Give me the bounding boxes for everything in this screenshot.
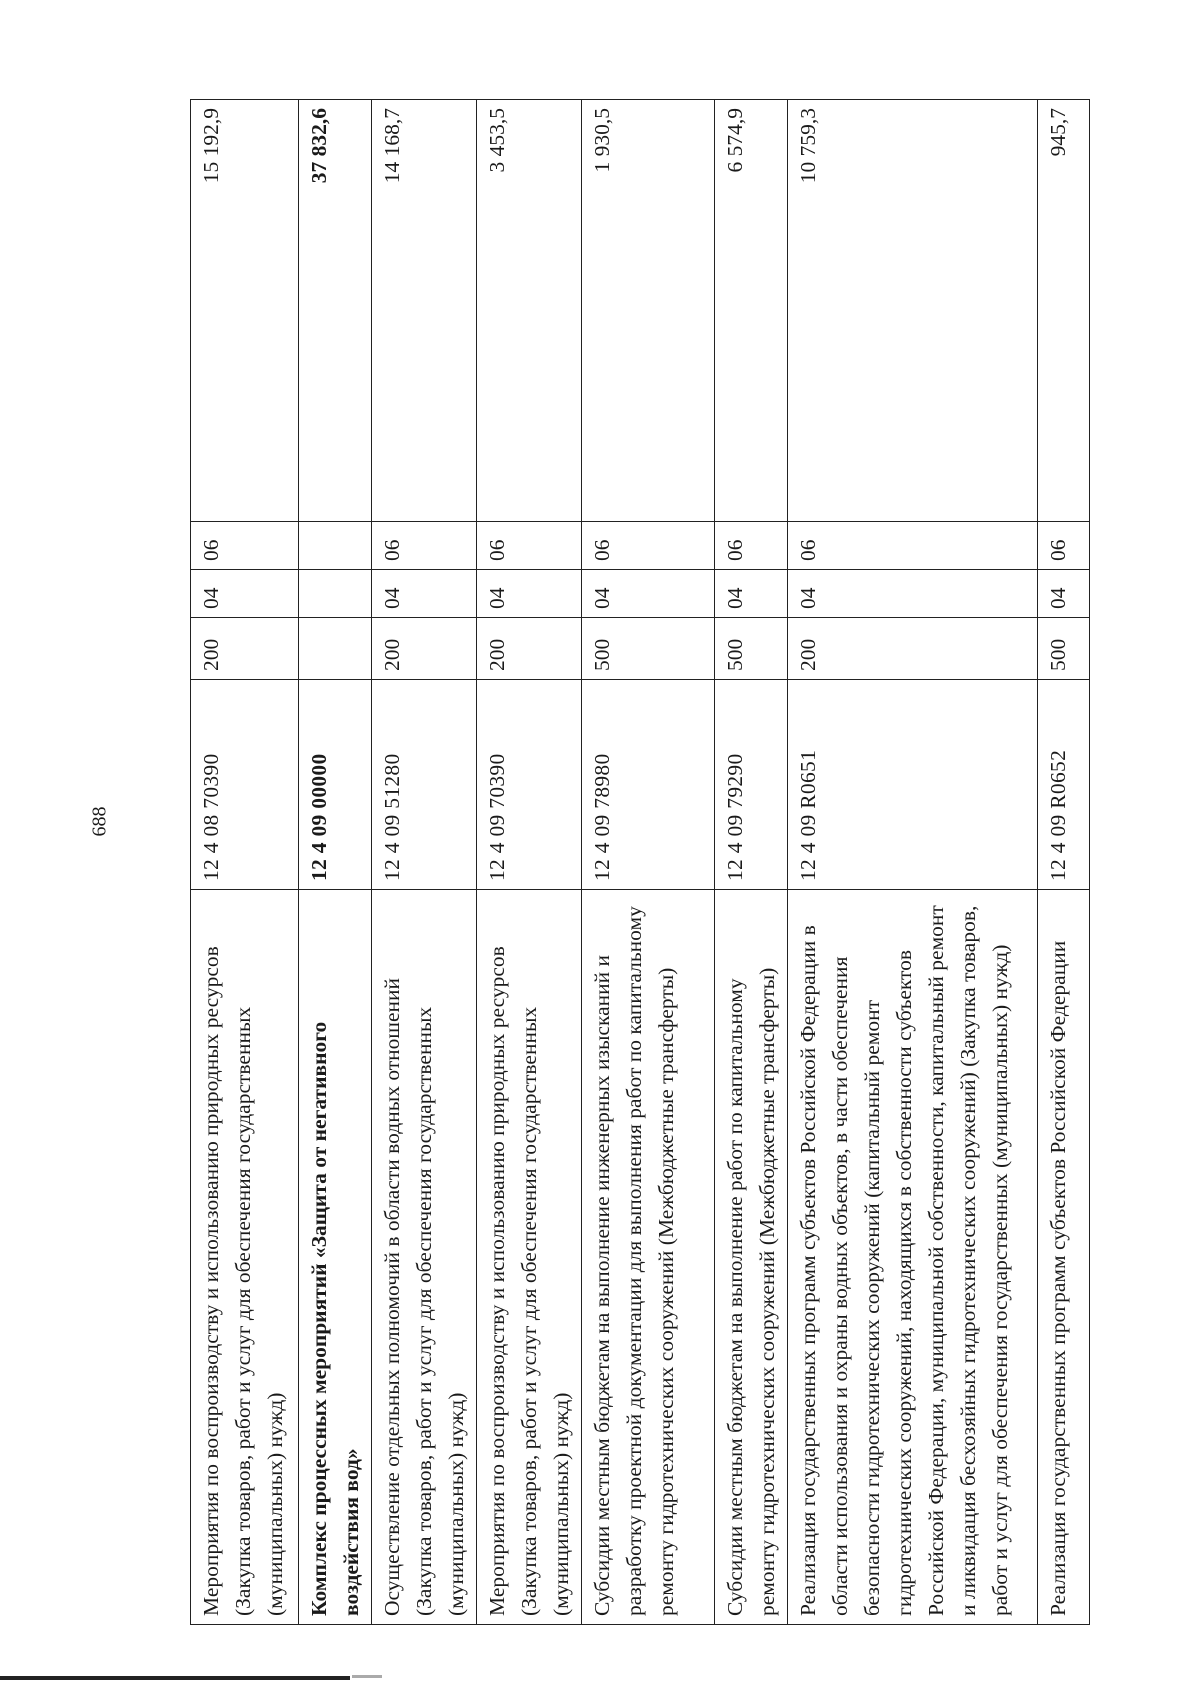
- budget-table: [190, 100, 1090, 1625]
- row-section-code: 04: [372, 570, 477, 618]
- table-row: [582, 100, 715, 1625]
- row-code: 12 4 09 51280: [372, 680, 477, 890]
- row-amount: 37 832,6: [299, 100, 372, 522]
- row-description: Субсидии местным бюджетам на выполнение инженерных изысканий и разработку проектной документации для выполнения работ по капитальному ремонту гидротехнических сооружений (Межбюджетные трансферты): [582, 890, 715, 1625]
- row-type-code: 200: [788, 618, 1038, 680]
- row-code: 12 4 09 00000: [299, 680, 372, 890]
- row-description: Осуществление отдельных полномочий в области водных отношений (Закупка товаров, работ и услуг для обеспечения государственных (муниципальных) нужд): [372, 890, 477, 1625]
- row-description: Мероприятия по воспроизводству и использованию природных ресурсов (Закупка товаров, работ и услуг для обеспечения государственных (муниципальных) нужд): [477, 890, 582, 1625]
- row-code: 12 4 09 78980: [582, 680, 715, 890]
- table-row: [788, 100, 1038, 1625]
- table-row: [299, 100, 372, 1625]
- row-subsection-code: 06: [1038, 522, 1090, 570]
- row-subsection-code: 06: [191, 522, 299, 570]
- row-type-code: [299, 618, 372, 680]
- row-type-code: 200: [372, 618, 477, 680]
- row-subsection-code: 06: [715, 522, 788, 570]
- row-description: Субсидии местным бюджетам на выполнение работ по капитальному ремонту гидротехнических сооружений (Межбюджетные трансферты): [715, 890, 788, 1625]
- row-amount: 10 759,3: [788, 100, 1038, 522]
- row-section-code: 04: [715, 570, 788, 618]
- table-row: [372, 100, 477, 1625]
- row-code: 12 4 09 79290: [715, 680, 788, 890]
- row-type-code: 500: [1038, 618, 1090, 680]
- scan-edge-mark: [352, 1675, 382, 1678]
- row-type-code: 500: [715, 618, 788, 680]
- row-type-code: 500: [582, 618, 715, 680]
- row-section-code: 04: [788, 570, 1038, 618]
- row-amount: 6 574,9: [715, 100, 788, 522]
- row-description: Мероприятия по воспроизводству и использованию природных ресурсов (Закупка товаров, работ и услуг для обеспечения государственных (муниципальных) нужд): [191, 890, 299, 1625]
- row-amount: 14 168,7: [372, 100, 477, 522]
- table-row: [477, 100, 582, 1625]
- row-section-code: 04: [1038, 570, 1090, 618]
- row-code: 12 4 09 70390: [477, 680, 582, 890]
- row-code: 12 4 09 R0651: [788, 680, 1038, 890]
- table-row: [715, 100, 788, 1625]
- row-subsection-code: 06: [788, 522, 1038, 570]
- row-type-code: 200: [191, 618, 299, 680]
- row-section-code: [299, 570, 372, 618]
- row-type-code: 200: [477, 618, 582, 680]
- row-description: Реализация государственных программ субъектов Российской Федерации: [1038, 890, 1090, 1625]
- row-description: Комплекс процессных мероприятий «Защита от негативного воздействия вод»: [299, 890, 372, 1625]
- row-code: 12 4 09 R0652: [1038, 680, 1090, 890]
- row-section-code: 04: [582, 570, 715, 618]
- row-code: 12 4 08 70390: [191, 680, 299, 890]
- row-amount: 1 930,5: [582, 100, 715, 522]
- page-number: 688: [88, 806, 111, 837]
- row-subsection-code: [299, 522, 372, 570]
- scan-edge-line: [0, 1676, 350, 1680]
- row-amount: 15 192,9: [191, 100, 299, 522]
- table-row: [191, 100, 299, 1625]
- row-section-code: 04: [477, 570, 582, 618]
- row-description: Реализация государственных программ субъектов Российской Федерации в области использования и охраны водных объектов, в части обеспечения безопасности гидротехнических сооружений (капитальный ремонт гидротехнических сооружений, находящихся в собственности субъектов Российской Федерации, муниципальной собственности, капитальный ремонт и ликвидация бесхозяйных гидротехнических сооружений) (Закупка товаров, работ и услуг для обеспечения государственных (муниципальных) нужд): [788, 890, 1038, 1625]
- row-section-code: 04: [191, 570, 299, 618]
- row-subsection-code: 06: [582, 522, 715, 570]
- row-subsection-code: 06: [372, 522, 477, 570]
- row-amount: 3 453,5: [477, 100, 582, 522]
- row-amount: 945,7: [1038, 100, 1090, 522]
- table-row: [1038, 100, 1090, 1625]
- row-subsection-code: 06: [477, 522, 582, 570]
